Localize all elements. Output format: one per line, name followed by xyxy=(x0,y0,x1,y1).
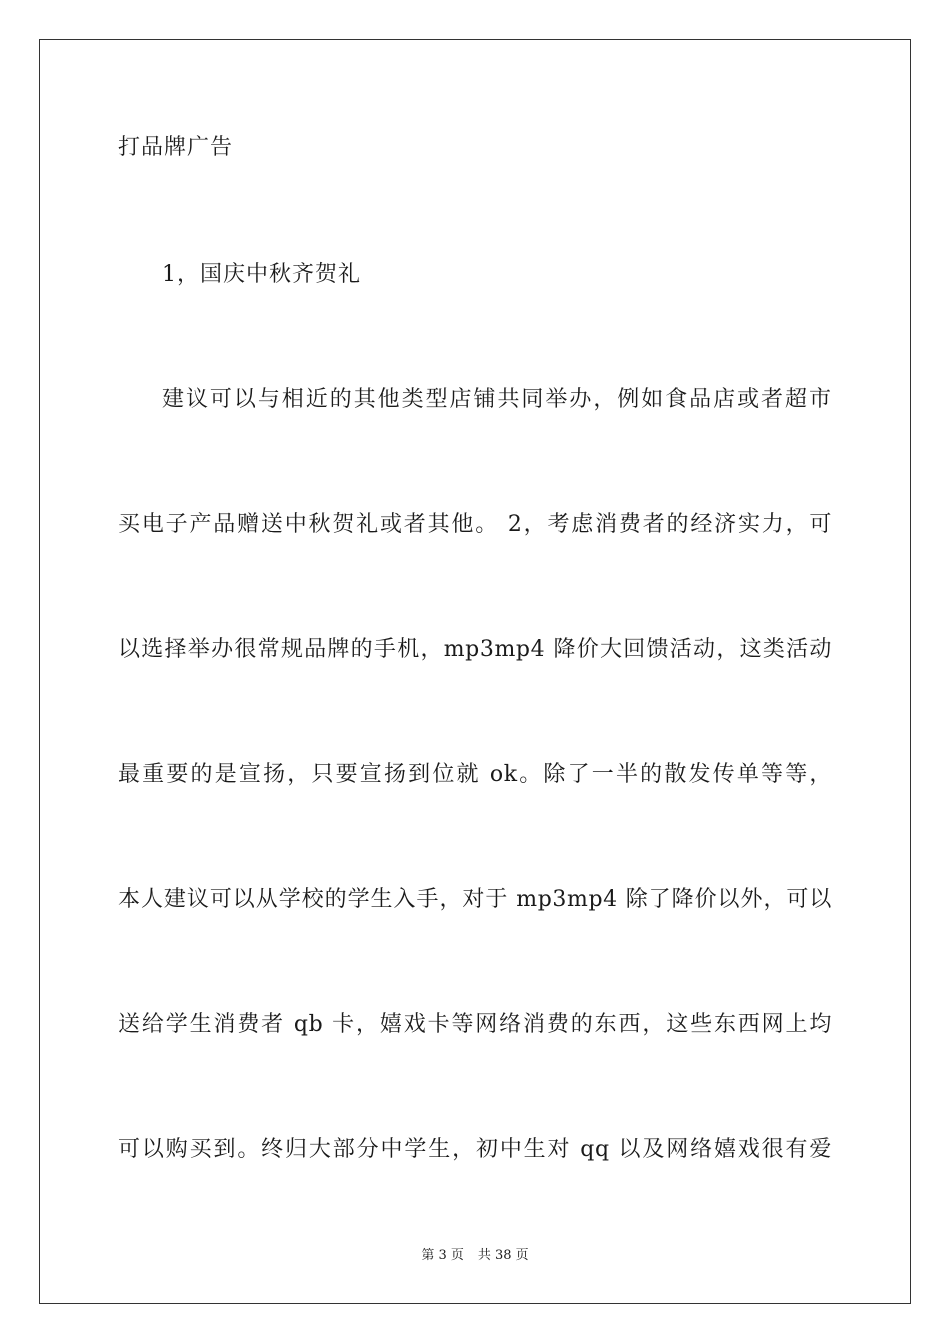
text-line: 可以购买到。终归大部分中学生，初中生对 qq 以及网络嬉戏很有爱 xyxy=(118,1137,832,1162)
text-line: 最重要的是宣扬，只要宣扬到位就 ok。除了一半的散发传单等等， xyxy=(118,762,832,787)
text-line: 本人建议可以从学校的学生入手，对于 mp3mp4 除了降价以外，可以 xyxy=(118,887,832,912)
text-line: 送给学生消费者 qb 卡，嬉戏卡等网络消费的东西，这些东西网上均 xyxy=(118,1012,832,1037)
page-total: 共 38 页 xyxy=(477,1248,529,1263)
page-footer xyxy=(0,1247,950,1265)
page-border xyxy=(39,39,911,1304)
page-number: 第 3 页 xyxy=(421,1248,464,1263)
text-line: 建议可以与相近的其他类型店铺共同举办，例如食品店或者超市 xyxy=(162,387,832,412)
text-line: 以选择举办很常规品牌的手机，mp3mp4 降价大回馈活动，这类活动 xyxy=(118,637,832,662)
text-line-heading: 打品牌广告 xyxy=(118,135,234,160)
text-line: 买电子产品赠送中秋贺礼或者其他。 2，考虑消费者的经济实力，可 xyxy=(118,512,832,537)
text-line-subheading: 1，国庆中秋齐贺礼 xyxy=(162,262,361,287)
